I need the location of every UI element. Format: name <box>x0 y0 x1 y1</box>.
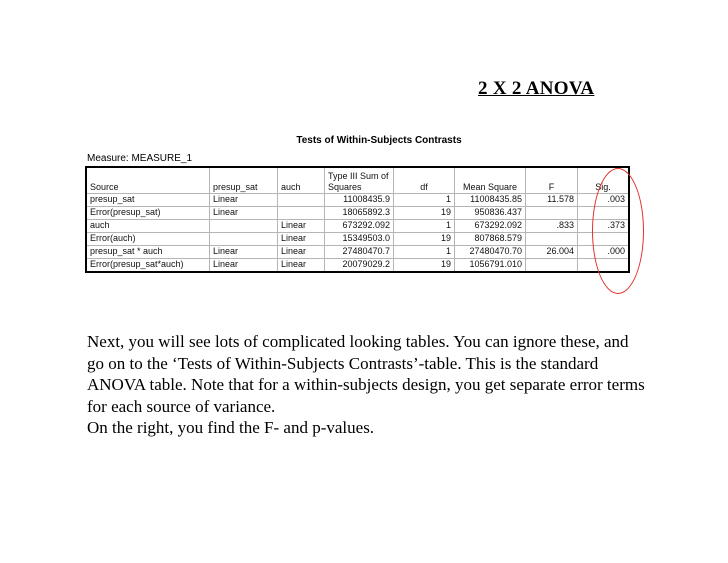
cell-df: 1 <box>394 245 455 258</box>
cell-ss: 18065892.3 <box>325 206 394 219</box>
cell-auch: Linear <box>278 245 325 258</box>
cell-presup-sat: Linear <box>210 258 278 272</box>
cell-auch <box>278 193 325 206</box>
explanation-line: On the right, you find the F- and p-values. <box>87 418 375 437</box>
table-row <box>86 245 629 258</box>
table-title: Tests of Within-Subjects Contrasts <box>296 135 462 146</box>
cell-df: 1 <box>394 219 455 232</box>
header-mean-square: Mean Square <box>455 167 526 193</box>
table-row <box>86 258 629 272</box>
cell-f: 11.578 <box>526 193 578 206</box>
cell-ms: 673292.092 <box>455 219 526 232</box>
cell-f: 26.004 <box>526 245 578 258</box>
table-header-row <box>86 167 629 193</box>
header-df: df <box>394 167 455 193</box>
cell-f <box>526 206 578 219</box>
cell-source: Error(presup_sat) <box>86 206 210 219</box>
table-row <box>86 193 629 206</box>
measure-label: Measure: MEASURE_1 <box>87 153 193 164</box>
cell-ms: 11008435.85 <box>455 193 526 206</box>
anova-table <box>85 166 630 273</box>
table-row <box>86 206 629 219</box>
cell-sig: .373 <box>578 219 630 232</box>
cell-auch: Linear <box>278 219 325 232</box>
cell-ms: 950836.437 <box>455 206 526 219</box>
cell-presup-sat <box>210 219 278 232</box>
cell-source: presup_sat * auch <box>86 245 210 258</box>
cell-presup-sat: Linear <box>210 245 278 258</box>
header-f: F <box>526 167 578 193</box>
header-presup-sat: presup_sat <box>210 167 278 193</box>
cell-source: Error(auch) <box>86 232 210 245</box>
cell-ss: 27480470.7 <box>325 245 394 258</box>
cell-df: 19 <box>394 232 455 245</box>
cell-f: .833 <box>526 219 578 232</box>
cell-ss: 11008435.9 <box>325 193 394 206</box>
cell-auch: Linear <box>278 258 325 272</box>
cell-ms: 1056791.010 <box>455 258 526 272</box>
slide-title: 2 X 2 ANOVA <box>478 78 595 99</box>
cell-df: 19 <box>394 258 455 272</box>
cell-presup-sat <box>210 232 278 245</box>
cell-sig: .000 <box>578 245 630 258</box>
cell-sig: .003 <box>578 193 630 206</box>
cell-ms: 27480470.70 <box>455 245 526 258</box>
cell-f <box>526 258 578 272</box>
cell-source: auch <box>86 219 210 232</box>
table-row <box>86 219 629 232</box>
header-source: Source <box>86 167 210 193</box>
cell-presup-sat: Linear <box>210 193 278 206</box>
cell-presup-sat: Linear <box>210 206 278 219</box>
cell-ms: 807868.579 <box>455 232 526 245</box>
sig-highlight-oval <box>592 168 644 294</box>
header-auch: auch <box>278 167 325 193</box>
cell-ss: 20079029.2 <box>325 258 394 272</box>
explanation-text <box>87 331 647 439</box>
cell-df: 1 <box>394 193 455 206</box>
cell-ss: 673292.092 <box>325 219 394 232</box>
header-sig: Sig. <box>578 167 630 193</box>
cell-f <box>526 232 578 245</box>
cell-df: 19 <box>394 206 455 219</box>
cell-auch <box>278 206 325 219</box>
cell-source: presup_sat <box>86 193 210 206</box>
cell-ss: 15349503.0 <box>325 232 394 245</box>
cell-source: Error(presup_sat*auch) <box>86 258 210 272</box>
table-row <box>86 232 629 245</box>
explanation-paragraph: Next, you will see lots of complicated looking tables. You can ignore these, and go on to the ‘Tests of Within-Subjects Contrasts’-table. This is the standard ANOVA table. Note that for a within-subjects design, you get separate error terms for each source of variance. <box>87 332 645 416</box>
header-sum-of-squares: Type III Sum of Squares <box>325 167 394 193</box>
cell-auch: Linear <box>278 232 325 245</box>
